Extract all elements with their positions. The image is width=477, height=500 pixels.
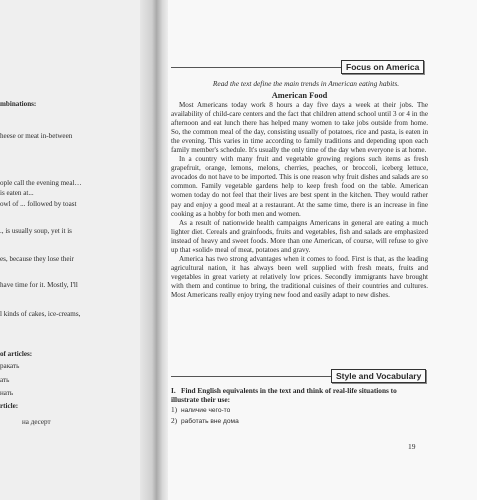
heading-rule <box>171 376 331 377</box>
paragraph: Most Americans today work 8 hours a day five days a week at their jobs. The availability of child-care centers and the fact that children attend school until 3 or 4 in the afternoon and eat lunch there has helped many women to take jobs outside from home. So, the common meal of the day, consisting usually of potatoes, rice and pasta, is eaten in the evening. This varies in time according to family traditions and depending upon each family member's schedule. It's usually the only time of the day when everyone is at home. <box>171 101 428 155</box>
vocab-heading: Style and Vocabulary <box>331 369 426 383</box>
paragraph: In a country with many fruit and vegetable growing regions such items as fresh grapefruit, orange, lemons, melons, cherries, peaches, or broccoli, iceberg lettuce, avocados do not have to be imported. This is one reason why fruit dishes and salads are so common. Family vegetable gardens help to keep fresh food on the table. American women today do not feel that their lives are best spent in the kitchen. They would rather pay and enjoy a good meal at a restaurant. At the same time, there is an increase in fine cooking as a hobby for both men and women. <box>171 155 428 218</box>
left-line: ракать <box>0 362 20 370</box>
left-line: ать <box>0 376 10 384</box>
left-line: owl of ... followed by toast <box>0 200 77 208</box>
article-title: American Food <box>271 91 328 100</box>
heading-rule <box>171 67 341 68</box>
item-text: наличие чего-то <box>181 407 231 414</box>
left-line: на десерт <box>22 418 51 426</box>
item-number: 1) <box>171 405 178 414</box>
left-line: ople call the evening meal… <box>0 179 82 187</box>
left-line: is eaten at... <box>0 189 34 197</box>
article-body <box>171 101 428 300</box>
left-line: heese or meat in-between <box>0 132 73 140</box>
section-heading: Focus on America <box>341 60 424 74</box>
page-number: 19 <box>408 442 416 451</box>
left-line: нать <box>0 389 14 397</box>
exercise-item <box>171 416 426 426</box>
left-line: have time for it. Mostly, I'll <box>0 281 78 289</box>
left-line: ., is usually soup, yet it is <box>0 227 72 235</box>
left-line: rticle: <box>0 402 19 410</box>
exercise <box>171 386 426 426</box>
exercise-title <box>171 386 426 404</box>
exercise-text: Find English equivalents in the text and think of real-life situations to illustrate their use: <box>171 386 397 404</box>
paragraph: As a result of nationwide health campaigns Americans in general are eating a much lighter diet. Cereals and grainfoods, fruits and vegetables, fish and salads are emphasized instead of heavy and sweet foods. More than one American, of course, will refuse to give up that «solid» meal of meat, potatoes and gravy. <box>171 218 428 254</box>
item-number: 2) <box>171 416 178 425</box>
item-text: работать вне дома <box>181 418 239 425</box>
exercise-number: I. <box>171 386 176 395</box>
left-line: of articles: <box>0 350 33 358</box>
book-gutter <box>140 0 170 500</box>
paragraph: America has two strong advantages when it comes to food. First is that, as the leading agricultural nation, it has always been well supplied with fresh meats, fruits and vegetables in great variety at relatively low prices. Secondly immigrants have brought with them and continue to bring, the traditional cuisines of their countries and cultures. Most Americans really enjoy trying new food and easily adapt to new dishes. <box>171 254 428 299</box>
left-line: mbinations: <box>0 100 37 108</box>
reading-instruction: Read the text define the main trends in American eating habits. <box>212 79 400 88</box>
left-line: l kinds of cakes, ice-creams, <box>0 310 81 318</box>
left-line: es, because they lose their <box>0 255 74 263</box>
exercise-item <box>171 405 426 415</box>
